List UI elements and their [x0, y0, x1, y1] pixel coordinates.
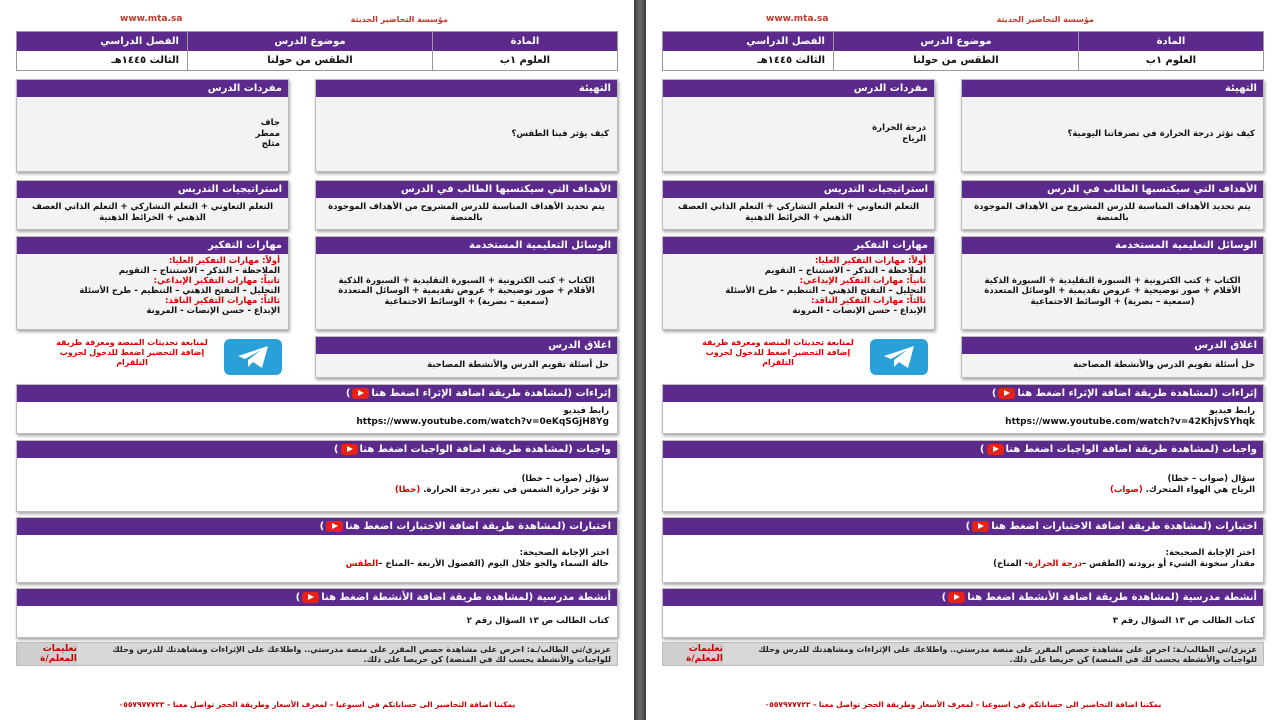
warmup-box [961, 79, 1264, 172]
tests-body [663, 535, 1263, 582]
closing-box [315, 336, 618, 378]
goals-text: يتم تحديد الأهداف المناسبة للدرس المشروح من الأهداف الموجودة بالمنصة [962, 198, 1263, 229]
enrichment-body [17, 402, 617, 433]
tools-title: الوسائل التعليمية المستخدمة [962, 237, 1263, 254]
lesson-info-table [16, 31, 618, 71]
subject-header: المادة [433, 32, 617, 51]
closing-text: حل أسئلة تقويم الدرس والأنشطة المصاحبة [316, 354, 617, 377]
brand-name: مؤسسة التحاضير الحديثة [350, 15, 448, 24]
activities-title[interactable]: أنشطة مدرسية (لمشاهدة طريقة اضافة الأنشطة اضغط هنا) [17, 589, 617, 606]
homework-answer: (صواب) [1109, 484, 1143, 495]
thinking-list [663, 254, 934, 329]
strategies-title: استراتيجيات التدريس [663, 181, 934, 198]
tools-box [315, 236, 618, 330]
thinking-box [662, 236, 935, 330]
homework-box [16, 440, 618, 512]
site-link[interactable]: www.mta.sa [766, 14, 829, 24]
closing-text: حل أسئلة تقويم الدرس والأنشطة المصاحبة [962, 354, 1263, 377]
strategies-title: استراتيجيات التدريس [17, 181, 288, 198]
enrichment-box [16, 384, 618, 434]
tests-body [17, 535, 617, 582]
tests-answer: درجة الحرارة [1028, 558, 1082, 569]
tests-instruction: اختر الإجابة الصحيحة: [1165, 547, 1255, 558]
goals-title: الأهداف التي سيكتسبها الطالب في الدرس [962, 181, 1263, 198]
subject-value: العلوم ١ب [499, 55, 551, 66]
homework-answer: (خطا) [394, 484, 421, 495]
homework-title[interactable]: واجبات (لمشاهدة طريقة اضافة الواجبات اضغط هنا) [17, 441, 617, 458]
topic-header: موضوع الدرس [188, 32, 432, 51]
vocab-item: جاف [260, 118, 280, 129]
thinking-title: مهارات التفكير [17, 237, 288, 254]
warmup-title: التهيئة [316, 80, 617, 97]
thinking-heading: ثالثاً: مهارات التفكير الناقد: [811, 296, 926, 307]
thinking-skills: الملاحظة – التذكر – الاستنتاج – التقويم [118, 266, 280, 277]
strategies-text: التعلم التعاوني + التعلم التشاركي + التعلم الذاتي العصف الذهني + الخرائط الذهنية [663, 198, 934, 229]
teacher-instructions [16, 642, 618, 666]
thinking-heading: ثانياً: مهارات التفكير الإبداعي: [799, 276, 926, 287]
teacher-instructions [662, 642, 1264, 666]
instructions-label: تعليمات المعلم/ة [663, 643, 723, 665]
tests-box [16, 517, 618, 583]
tests-title[interactable]: اختبارات (لمشاهدة طريقة اضافة الاختبارات اضغط هنا) [663, 518, 1263, 535]
warmup-title: التهيئة [962, 80, 1263, 97]
youtube-icon[interactable] [987, 444, 1004, 455]
homework-title[interactable]: واجبات (لمشاهدة طريقة اضافة الواجبات اضغط هنا) [663, 441, 1263, 458]
thinking-list [17, 254, 288, 329]
youtube-icon[interactable] [948, 592, 965, 603]
topic-value: الطقس من حولنا [913, 55, 999, 66]
footer-note: يمكننا اضافة التحاضير الى حساباتكم في اسبوعيا – لمعرف الأسعار وطريقة الحجز تواصل معنا - ٠٥٥٧٩٧٧٧٢٢ [764, 700, 1162, 709]
goals-title: الأهداف التي سيكتسبها الطالب في الدرس [316, 181, 617, 198]
thinking-heading: ثانياً: مهارات التفكير الإبداعي: [153, 276, 280, 287]
strategies-box [662, 180, 935, 230]
thinking-heading: ثالثاً: مهارات التفكير الناقد: [165, 296, 280, 307]
lesson-sheet-2 [646, 0, 1280, 720]
subject-header: المادة [1079, 32, 1263, 51]
telegram-icon[interactable] [224, 339, 282, 375]
vocab-title: مفردات الدرس [17, 80, 288, 97]
instructions-text: عزيزي/تي الطالب/ـة: احرص على مشاهدة حصص المقرر على منصة مدرستي.. واطلاعك على الإثراءات ومشاهدتك للدرس وحلك للواجبات والأنشطة يحسب لك في المنصة) كن حريصا على ذلك. [112, 645, 611, 665]
tools-text: الكتاب + كتب الكترونية + السبورة التقليدية + السبورة الذكية الأقلام + صور توضيحية + عروض تقديمية + الوسائل المتعددة (سمعية – بصرية) + الوسائط الاجتماعية [316, 254, 617, 329]
homework-statement: الرياح هي الهواء المتحرك. (صواب) [1109, 484, 1255, 495]
video-link[interactable]: https://www.youtube.com/watch?v=42KhjvSYhqk [1005, 416, 1255, 427]
youtube-icon[interactable] [998, 388, 1015, 399]
tests-question: حالة السماء والجو خلال اليوم (الفصول الأربعة –المناخ –الطقس [345, 558, 609, 569]
enrichment-box [662, 384, 1264, 434]
video-label: رابط فيديو [563, 406, 609, 416]
activities-text: كتاب الطالب ص ١٣ السؤال رقم ٢ [17, 606, 617, 637]
youtube-icon[interactable] [341, 444, 358, 455]
goals-text: يتم تحديد الأهداف المناسبة للدرس المشروح من الأهداف الموجودة بالمنصة [316, 198, 617, 229]
homework-box [662, 440, 1264, 512]
tests-box [662, 517, 1264, 583]
thinking-skills: الملاحظة – التذكر – الاستنتاج – التقويم [764, 266, 926, 277]
homework-body [17, 458, 617, 511]
page-divider [634, 0, 646, 720]
vocab-item: مثلج [261, 139, 280, 150]
vocab-item: ممطر [255, 128, 280, 139]
homework-statement: لا تؤثر حرارة الشمس في تغير درجة الحرارة. (خطا) [394, 484, 609, 495]
telegram-icon[interactable] [870, 339, 928, 375]
tests-answer: الطقس [345, 558, 379, 569]
lesson-info-table [662, 31, 1264, 71]
semester-header: الفصل الدراسي [17, 32, 187, 51]
tools-box [961, 236, 1264, 330]
goals-box [315, 180, 618, 230]
vocab-box [16, 79, 289, 172]
activities-box [16, 588, 618, 638]
semester-value: الثالث ١٤٤٥هـ [111, 55, 179, 66]
youtube-icon[interactable] [302, 592, 319, 603]
vocab-box [662, 79, 935, 172]
thinking-skills: الإبداع - حسن الإنصات - المرونة [792, 306, 926, 317]
youtube-icon[interactable] [972, 521, 989, 532]
telegram-note[interactable]: لمتابعة تحديثات المنصة ومعرفة طريقة إضافة التحضير اضغط للدخول لجروب التلقرام [702, 338, 854, 367]
thinking-skills: التحليل – التفتح الذهني – التنظيم - طرح الأسئلة [725, 286, 926, 297]
thinking-title: مهارات التفكير [663, 237, 934, 254]
tests-instruction: اختر الإجابة الصحيحة: [519, 547, 609, 558]
tools-text: الكتاب + كتب الكترونية + السبورة التقليدية + السبورة الذكية الأقلام + صور توضيحية + عروض تقديمية + الوسائل المتعددة (سمعية – بصرية) + الوسائط الاجتماعية [962, 254, 1263, 329]
youtube-icon[interactable] [352, 388, 369, 399]
activities-box [662, 588, 1264, 638]
instructions-label: تعليمات المعلم/ة [17, 643, 77, 665]
telegram-note[interactable]: لمتابعة تحديثات المنصة ومعرفة طريقة إضافة التحضير اضغط للدخول لجروب التلقرام [56, 338, 208, 367]
homework-body [663, 458, 1263, 511]
warmup-text: كيف يؤثر فينا الطقس؟ [316, 97, 617, 171]
topic-value: الطقس من حولنا [267, 55, 353, 66]
subject-value: العلوم ١ب [1145, 55, 1197, 66]
thinking-skills: الإبداع - حسن الإنصات - المرونة [146, 306, 280, 317]
enrichment-title[interactable]: إثراءات (لمشاهدة طريقة اضافة الإثراء اضغط هنا) [17, 385, 617, 402]
enrichment-title[interactable]: إثراءات (لمشاهدة طريقة اضافة الإثراء اضغط هنا) [663, 385, 1263, 402]
goals-box [961, 180, 1264, 230]
strategies-text: التعلم التعاوني + التعلم التشاركي + التعلم الذاتي العصف الذهني + الخرائط الذهنية [17, 198, 288, 229]
instructions-text: عزيزي/تي الطالب/ـة: احرص على مشاهدة حصص المقرر على منصة مدرستي.. واطلاعك على الإثراءات ومشاهدتك للدرس وحلك للواجبات والأنشطة يحسب لك في المنصة) كن حريصا على ذلك. [758, 645, 1257, 665]
lesson-sheet-1 [0, 0, 634, 720]
tools-title: الوسائل التعليمية المستخدمة [316, 237, 617, 254]
closing-title: اغلاق الدرس [962, 337, 1263, 354]
activities-text: كتاب الطالب ص ١٣ السؤال رقم ٣ [663, 606, 1263, 637]
brand-name: مؤسسة التحاضير الحديثة [996, 15, 1094, 24]
semester-header: الفصل الدراسي [663, 32, 833, 51]
tests-title[interactable]: اختبارات (لمشاهدة طريقة اضافة الاختبارات اضغط هنا) [17, 518, 617, 535]
homework-question: سؤال (صواب – خطا) [521, 473, 609, 484]
thinking-box [16, 236, 289, 330]
thinking-heading: أولاً: مهارات التفكير العليا: [168, 256, 280, 266]
closing-box [961, 336, 1264, 378]
topic-header: موضوع الدرس [834, 32, 1078, 51]
enrichment-body [663, 402, 1263, 433]
vocab-item: درجة الحرارة [872, 123, 926, 134]
vocab-list [663, 97, 934, 171]
vocab-item: الرياح [902, 134, 926, 144]
vocab-title: مفردات الدرس [663, 80, 934, 97]
youtube-icon[interactable] [326, 521, 343, 532]
semester-value: الثالث ١٤٤٥هـ [757, 55, 825, 66]
activities-title[interactable]: أنشطة مدرسية (لمشاهدة طريقة اضافة الأنشطة اضغط هنا) [663, 589, 1263, 606]
video-link[interactable]: https://www.youtube.com/watch?v=0eKqSGjH8Yg [356, 416, 609, 427]
warmup-box [315, 79, 618, 172]
sheet-header [16, 12, 618, 28]
thinking-heading: أولاً: مهارات التفكير العليا: [814, 256, 926, 266]
tests-question: مقدار سخونة الشيء أو برودته (الطقس –درجة الحرارة- المناخ) [993, 558, 1255, 569]
vocab-list [17, 97, 288, 171]
sheet-header [662, 12, 1264, 28]
closing-title: اغلاق الدرس [316, 337, 617, 354]
homework-question: سؤال (صواب – خطا) [1167, 473, 1255, 484]
video-label: رابط فيديو [1209, 406, 1255, 416]
site-link[interactable]: www.mta.sa [120, 14, 183, 24]
warmup-text: كيف تؤثر درجة الحرارة في تصرفاتنا اليومية؟ [962, 97, 1263, 171]
thinking-skills: التحليل – التفتح الذهني – التنظيم - طرح الأسئلة [79, 286, 280, 297]
footer-note: يمكننا اضافة التحاضير الى حساباتكم في اسبوعيا – لمعرف الأسعار وطريقة الحجز تواصل معنا - ٠٥٥٧٩٧٧٧٢٢ [118, 700, 516, 709]
strategies-box [16, 180, 289, 230]
